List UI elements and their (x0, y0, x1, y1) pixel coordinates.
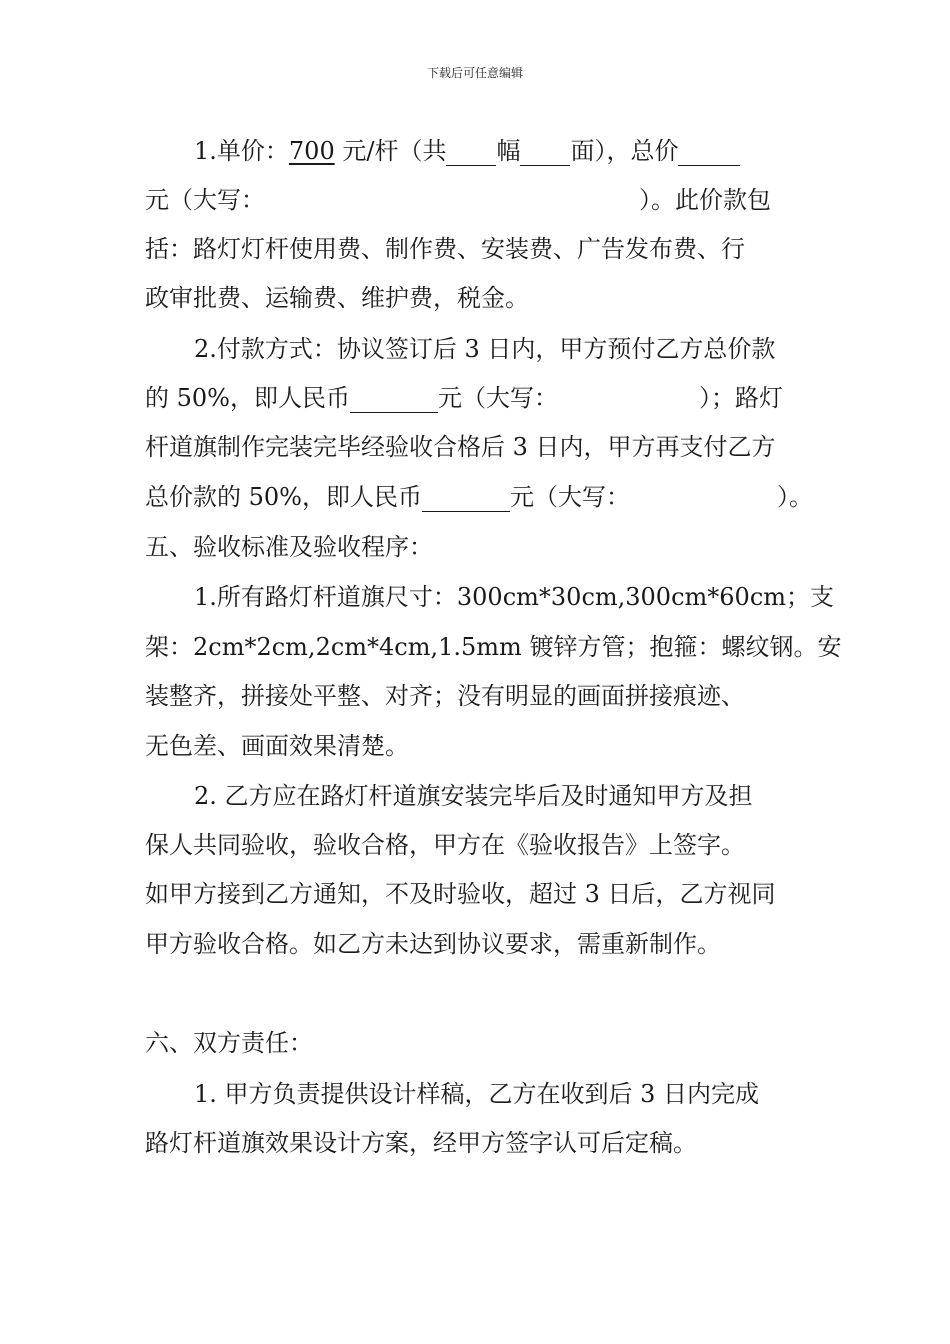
payment-line: 2.付款方式：协议签订后 3 日内，甲方预付乙方总价款 (194, 335, 776, 363)
unit-price-label: 1.单价： (194, 137, 289, 165)
text-line: 路灯杆道旗效果设计方案，经甲方签字认可后定稿。 (145, 1129, 697, 1157)
price-include-text: ）。此价款包 (639, 186, 771, 214)
amount-label: 的 50%，即人民币 (145, 384, 350, 412)
section-heading: 五、验收标准及验收程序： (145, 533, 433, 561)
text-line: 无色差、画面效果清楚。 (145, 732, 409, 760)
text-line: 1.所有路灯杆道旗尺寸：300cm*30cm,300cm*60cm；支 (194, 583, 835, 611)
text-line: 1. 甲方负责提供设计样稿，乙方在收到后 3 日内完成 (194, 1080, 760, 1108)
text-line: 杆道旗制作完装完毕经验收合格后 3 日内，甲方再支付乙方 (145, 433, 776, 461)
section-heading: 六、双方责任： (145, 1029, 313, 1057)
blank-field (422, 485, 510, 512)
capital-label: 元（大写： (145, 186, 265, 214)
text-line: 甲方验收合格。如乙方未达到协议要求，需重新制作。 (145, 930, 721, 958)
unit-price-line (194, 136, 740, 166)
payment-amount-line-2 (145, 482, 825, 512)
total-price-label: 面），总价 (570, 137, 679, 165)
blank-field (520, 139, 570, 166)
capital-label: 元（大写： (509, 483, 630, 511)
text-line: 架：2cm*2cm,2cm*4cm,1.5mm 镀锌方管；抱箍：螺纹钢。安 (145, 633, 842, 661)
unit-price-value: 700 (288, 137, 335, 165)
capital-label: 元（大写： (437, 384, 558, 412)
text-line: 括：路灯灯杆使用费、制作费、安装费、广告发布费、行 (145, 235, 745, 263)
amount-label: 总价款的 50%，即人民币 (145, 483, 422, 511)
blank-field (350, 386, 438, 413)
payment-amount-line (145, 383, 825, 413)
text-line: 装整齐，拼接处平整、对齐；没有明显的画面拼接痕迹、 (145, 682, 745, 710)
capital-line (145, 185, 795, 215)
text-line: 保人共同验收，验收合格，甲方在《验收报告》上签字。 (145, 831, 745, 859)
text-line: 2. 乙方应在路灯杆道旗安装完毕后及时通知甲方及担 (194, 782, 753, 810)
text-fragment: ）；路灯 (699, 384, 783, 412)
text-fragment: ）。 (777, 483, 813, 511)
blank-field (678, 139, 740, 166)
text-line: 如甲方接到乙方通知，不及时验收，超过 3 日后，乙方视同 (145, 880, 776, 908)
blank-field (446, 139, 496, 166)
page-header: 下载后可任意编辑 (426, 66, 523, 80)
unit-text: 元/杆（共 (342, 137, 447, 165)
fu-text: 幅 (496, 137, 521, 165)
text-line: 政审批费、运输费、维护费，税金。 (145, 284, 529, 312)
